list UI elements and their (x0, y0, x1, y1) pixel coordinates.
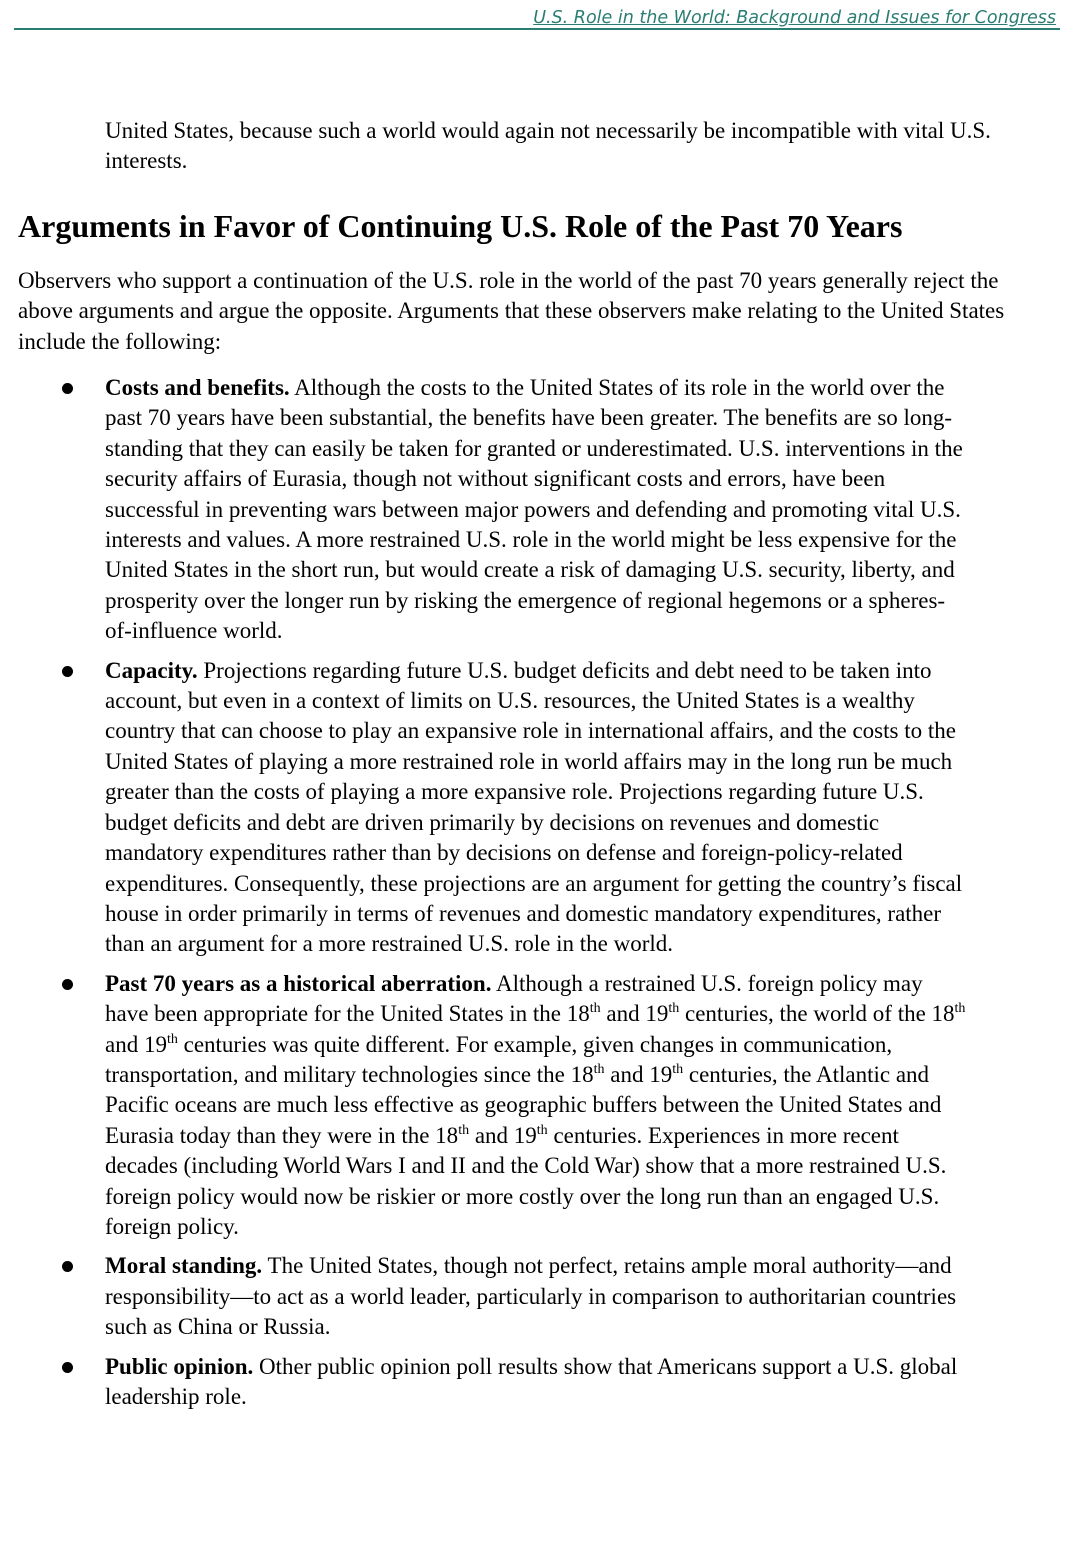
bullet-text: and 19 (600, 1001, 669, 1027)
bullet-text: centuries. Experiences in more recent decades (including World Wars I and II and the Cold War) show that a more restrained U.S. foreign policy would now be riskier or more costly over the long run than an engaged U.S. foreign policy. (105, 1122, 947, 1239)
ordinal-suffix: th (668, 1001, 680, 1017)
arguments-list (0, 373, 1068, 1421)
list-item-public-opinion (0, 1352, 970, 1413)
ordinal-suffix: th (458, 1122, 470, 1138)
bullet-icon (62, 1261, 73, 1272)
bullet-text: Although the costs to the United States of its role in the world over the past 70 years have been substantial, the benefits have been greater. The benefits are so long-standing that they can easily be taken for granted or underestimated. U.S. interventions in the security affairs of Eurasia, though not without significant costs and errors, have been successful in preventing wars between major powers and defending and promoting vital U.S. interests and values. A more restrained U.S. role in the world might be less expensive for the United States in the short run, but would create a risk of damaging U.S. security, liberty, and prosperity over the longer run by risking the emergence of regional hegemons or a spheres-of-influence world. (105, 375, 963, 644)
running-header (14, 6, 1060, 30)
bullet-text: and 19 (604, 1061, 673, 1087)
list-item-moral-standing (0, 1251, 970, 1342)
bullet-lead: Capacity. (105, 657, 198, 683)
bullet-lead: Public opinion. (105, 1353, 254, 1379)
bullet-icon (62, 666, 73, 677)
bullet-text: Other public opinion poll results show that Americans support a U.S. global leadership role. (105, 1353, 958, 1409)
list-item-costs-and-benefits (0, 373, 970, 647)
ordinal-suffix: th (593, 1061, 605, 1077)
ordinal-suffix: th (672, 1061, 684, 1077)
ordinal-suffix: th (536, 1122, 548, 1138)
bullet-lead: Costs and benefits. (105, 375, 290, 400)
bullet-text: centuries, the Atlantic and Pacific oceans are much less effective as geographic buffers between the United States and Eurasia today than they were in the 18 (105, 1061, 942, 1148)
section-heading: Arguments in Favor of Continuing U.S. Role of the Past 70 Years (18, 208, 903, 244)
ordinal-suffix: th (166, 1031, 178, 1047)
bullet-text: Projections regarding future U.S. budget deficits and debt need to be taken into account, but even in a context of limits on U.S. resources, the United States is a wealthy country that can choose to play an expansive role in international affairs, and the costs to the United States of playing a more restrained role in world affairs may in the long run be much greater than the costs of playing a more expansive role. Projections regarding future U.S. budget deficits and debt are driven primarily by decisions on revenues and domestic mandatory expenditures rather than by decisions on defense and foreign-policy-related expenditures. Consequently, these projections are an argument for getting the country’s fiscal house in order primarily in terms of revenues and domestic mandatory expenditures, rather than an argument for a more restrained U.S. role in the world. (105, 657, 963, 957)
bullet-icon (62, 383, 73, 394)
bullet-text: centuries, the world of the 18 (679, 1001, 955, 1027)
bullet-text: Although a restrained U.S. foreign policy may have been appropriate for the United States in the 18 (105, 970, 923, 1027)
running-header-title[interactable]: U.S. Role in the World: Background and Issues for Congress (533, 8, 1056, 28)
bullet-lead: Past 70 years as a historical aberration. (105, 970, 492, 996)
ordinal-suffix: th (954, 1001, 966, 1017)
continued-paragraph: United States, because such a world would again not necessarily be incompatible with vital U.S. interests. (105, 118, 991, 174)
ordinal-suffix: th (589, 1001, 601, 1017)
bullet-text: The United States, though not perfect, retains ample moral authority—and responsibility—to act as a world leader, particularly in comparison to authoritarian countries such as China or Russia. (105, 1253, 957, 1340)
list-item-capacity (0, 656, 970, 960)
bullet-text: and 19 (105, 1031, 167, 1057)
bullet-icon (62, 979, 73, 990)
list-item-historical-aberration (0, 969, 970, 1243)
bullet-lead: Moral standing. (105, 1253, 263, 1279)
bullet-text: and 19 (469, 1122, 537, 1148)
bullet-text: centuries was quite different. For example, given changes in communication, transportation, and military technologies since the 18 (105, 1031, 893, 1087)
section-intro-paragraph: Observers who support a continuation of the U.S. role in the world of the past 70 years generally reject the above arguments and argue the opposite. Arguments that these observers make relating to the United States include the following: (18, 268, 1005, 354)
bullet-icon (62, 1362, 73, 1373)
